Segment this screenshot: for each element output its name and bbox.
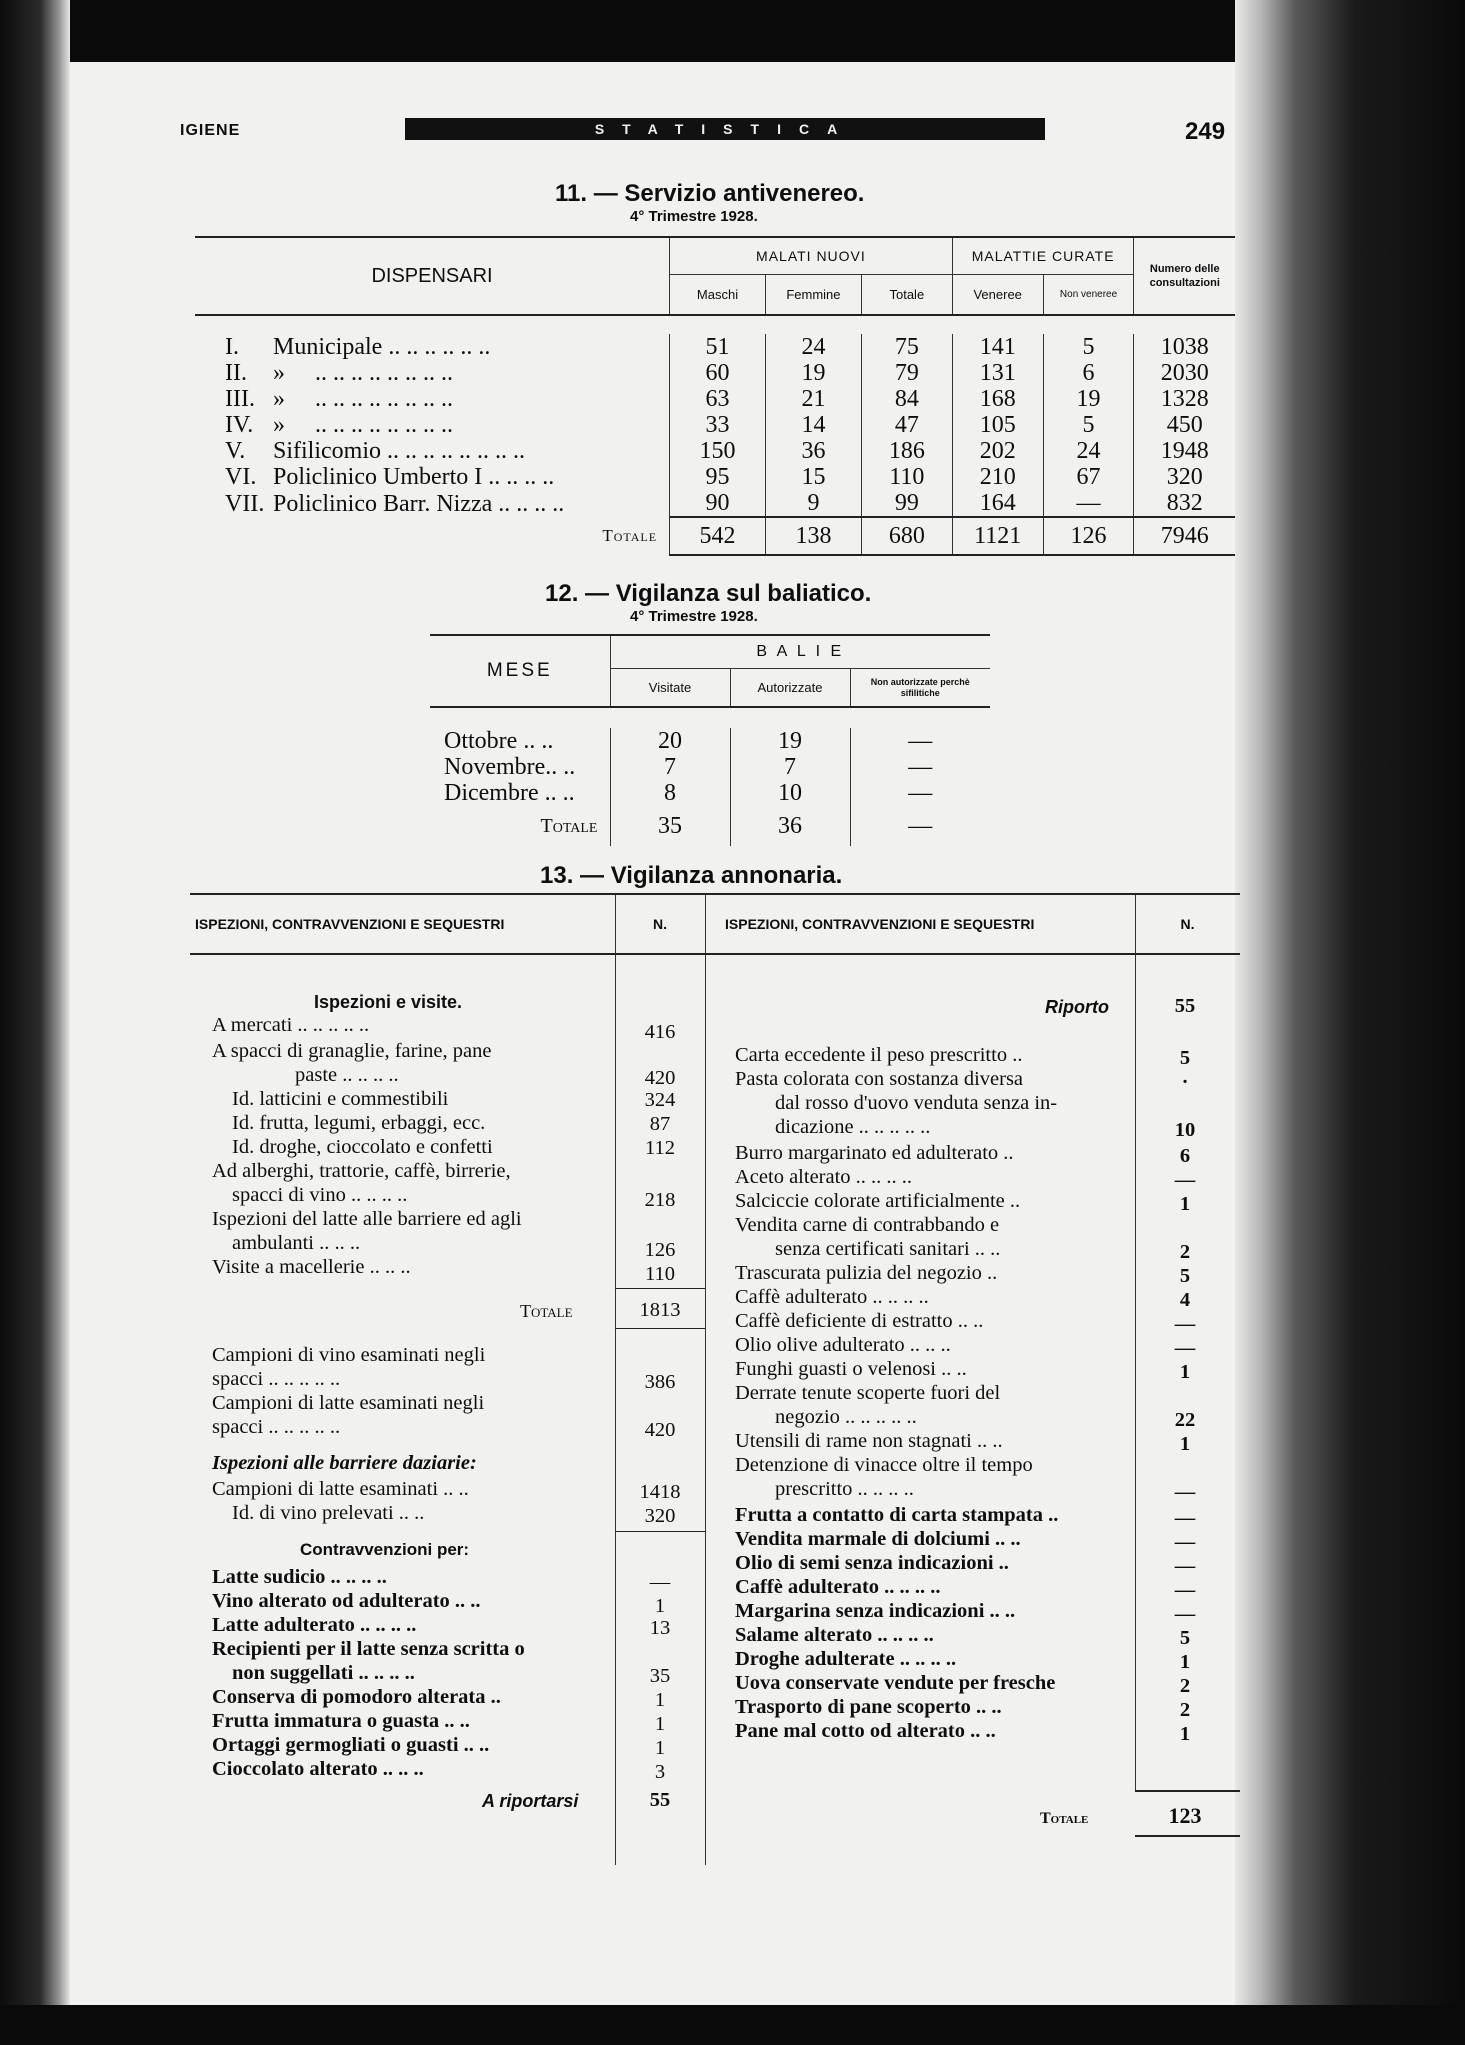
running-head-band: STATISTICA [405,118,1045,140]
row-latte-1: Ispezioni del latte alle barriere ed agli [212,1208,522,1230]
n-c7: 1 [654,1737,666,1759]
right-item-text: Aceto alterato .. .. .. .. [735,1166,913,1188]
divider [1135,1790,1240,1792]
row-camp-latte-1: Campioni di latte esaminati negli [212,1392,485,1414]
right-item-n: — [1174,1169,1196,1191]
row-name: Sifilicomio [273,438,381,464]
right-item-text: Salame alterato .. .. .. .. [735,1624,934,1646]
table-row: VI. Policlinico Umberto I .. .. .. .. 95 15 110 210 67 320 [195,464,1235,490]
scan-right-border [1235,0,1465,2045]
row-alberghi-1: Ad alberghi, trattorie, caffè, birrerie, [212,1160,511,1182]
right-item-n: — [1174,1603,1196,1625]
table-row: Novembre.. .. 7 7 — [430,754,990,780]
right-item-n: — [1174,1313,1196,1335]
row-droghe: Id. droghe, cioccolato e confetti [232,1136,493,1158]
barriere-heading: Ispezioni alle barriere daziarie: [212,1452,477,1474]
right-item-text: Margarina senza indicazioni .. .. [735,1600,1016,1622]
total-row [430,806,990,846]
header-mese: MESE [430,635,610,707]
cell-non-veneree: 24 [1043,438,1134,464]
row-spacci-2: paste .. .. .. .. [295,1064,399,1086]
total-veneree: 1121 [952,517,1043,555]
total-totale: 680 [861,517,952,555]
right-item-text: dicazione .. .. .. .. .. [775,1116,931,1138]
n-barr-latte: 1418 [639,1481,681,1503]
right-item-text: Pasta colorata con sostanza diversa [735,1068,1024,1090]
right-item-text: Funghi guasti o velenosi .. .. [735,1358,967,1380]
table-row: I. Municipale .. .. .. .. .. .. 51 24 75 141 5 1038 [195,334,1235,360]
total-consultazioni: 7946 [1134,517,1235,555]
cell-maschi: 60 [670,360,766,386]
right-item-text: senza certificati sanitari .. .. [775,1238,1001,1260]
header-balie: B A L I E [610,635,990,669]
n-left-total: 1813 [639,1299,681,1321]
divider [1135,1835,1240,1837]
n-a-riportarsi: 55 [649,1789,671,1811]
cell-maschi: 150 [670,438,766,464]
right-item-text: prescritto .. .. .. .. [775,1478,914,1500]
right-column-header: ISPEZIONI, CONTRAVVENZIONI E SEQUESTRI [705,895,1135,955]
cell-non-autorizzate: — [850,780,990,806]
cell-femmine: 19 [765,360,861,386]
row-latte-2: ambulanti .. .. .. [232,1232,361,1254]
n-droghe: 112 [645,1137,675,1159]
header-malati-nuovi: MALATI NUOVI [670,237,953,275]
total-non-autorizzate: — [850,806,990,846]
cell-totale: 99 [861,490,952,517]
total-maschi: 542 [670,517,766,555]
n-c5: 1 [654,1689,666,1711]
row-c4-1: Recipienti per il latte senza scritta o [212,1638,525,1660]
right-item-text: Caffè adulterato .. .. .. .. [735,1286,929,1308]
total-label: Totale [540,814,598,837]
n-frutta: 87 [649,1113,671,1135]
right-item-text: Salciccie colorate artificialmente .. [735,1190,1021,1212]
right-item-text: negozio .. .. .. .. .. [775,1406,917,1428]
row-camp-latte-2: spacci .. .. .. .. .. [212,1416,341,1438]
right-item-text: Detenzione di vinacce oltre il tempo [735,1454,1033,1476]
n-alberghi: 218 [644,1189,676,1211]
row-number: VII. [225,490,265,517]
total-femmine: 138 [765,517,861,555]
cell-non-autorizzate: — [850,754,990,780]
right-item-text: Pane mal cotto od alterato .. .. [735,1720,996,1742]
cell-non-autorizzate: — [850,728,990,754]
n-c8: 3 [654,1761,666,1783]
right-item-n: 1 [1179,1361,1191,1383]
row-c8: Cioccolato alterato .. .. .. [212,1758,424,1780]
table-row: III. » .. .. .. .. .. .. .. .. 63 21 84 168 19 1328 [195,386,1235,412]
n-c2: 1 [654,1595,666,1617]
row-mercati: A mercati .. .. .. .. .. [212,1014,370,1036]
table-row: Ottobre .. .. 20 19 — [430,728,990,754]
cell-maschi: 63 [670,386,766,412]
right-item-n: · [1181,1071,1189,1093]
column-divider [1135,895,1136,1790]
header-visitate: Visitate [610,669,730,708]
header-totale: Totale [861,275,952,315]
right-item-text: Vendita marmale di dolciumi .. .. [735,1528,1021,1550]
n-latte: 126 [644,1239,676,1261]
divider [615,1328,705,1329]
total-non-veneree: 126 [1043,517,1134,555]
total-autorizzate: 36 [730,806,850,846]
cell-visitate: 20 [610,728,730,754]
cell-veneree: 168 [952,386,1043,412]
right-item-text: Olio olive adulterato .. .. .. [735,1334,951,1356]
total-row [195,517,1235,555]
cell-femmine: 14 [765,412,861,438]
right-item-n: 5 [1179,1047,1191,1069]
cell-veneree: 141 [952,334,1043,360]
cell-veneree: 202 [952,438,1043,464]
row-frutta: Id. frutta, legumi, erbaggi, ecc. [232,1112,486,1134]
n-barr-vino: 320 [644,1505,676,1527]
antivenereo-table [195,236,1235,556]
right-item-n: 5 [1179,1627,1191,1649]
left-total-label: Totale [520,1301,573,1321]
cell-totale: 84 [861,386,952,412]
cell-non-veneree: 67 [1043,464,1134,490]
row-name: » [273,360,285,386]
header-numero-consultazioni: Numero delle consultazioni [1134,237,1235,315]
right-n-header: N. [1135,895,1240,955]
annonaria-table [190,893,1240,1865]
row-number: III. [225,386,255,412]
header-non-autorizzate: Non autorizzate perchè sifilitiche [850,669,990,708]
row-c2: Vino alterato od adulterato .. .. [212,1590,481,1612]
row-name: » [273,412,285,438]
row-camp-vino-2: spacci .. .. .. .. .. [212,1368,341,1390]
n-macellerie: 110 [645,1263,675,1285]
header-non-veneree: Non veneree [1043,275,1134,315]
right-item-text: Vendita carne di contrabbando e [735,1214,1000,1236]
row-barr-vino: Id. di vino prelevati .. .. [232,1502,425,1524]
header-femmine: Femmine [765,275,861,315]
right-item-n: 6 [1179,1145,1191,1167]
cell-totale: 186 [861,438,952,464]
right-item-text: Caffè adulterato .. .. .. .. [735,1576,941,1598]
cell-totale: 110 [861,464,952,490]
cell-consultazioni: 1328 [1134,386,1235,412]
cell-maschi: 51 [670,334,766,360]
row-mese: Dicembre [444,780,539,806]
cell-veneree: 210 [952,464,1043,490]
right-item-n: 22 [1174,1409,1196,1431]
right-item-text: dal rosso d'uovo venduta senza in- [775,1092,1058,1114]
n-spacci: 420 [644,1067,676,1089]
right-item-n: — [1174,1507,1196,1529]
cell-maschi: 33 [670,412,766,438]
right-item-n: — [1174,1555,1196,1577]
n-right-total: 123 [1168,1803,1202,1828]
table-row: II. » .. .. .. .. .. .. .. .. 60 19 79 131 6 2030 [195,360,1235,386]
right-item-n: 1 [1179,1433,1191,1455]
a-riportarsi-label: A riportarsi [482,1791,579,1811]
table2-subtitle: 4° Trimestre 1928. [630,608,758,625]
row-mese: Novembre [444,754,546,780]
right-item-text: Burro margarinato ed adulterato .. [735,1142,1014,1164]
right-item-n: 2 [1179,1241,1191,1263]
right-item-text: Carta eccedente il peso prescritto .. [735,1044,1023,1066]
table1-subtitle: 4° Trimestre 1928. [630,208,758,225]
cell-veneree: 105 [952,412,1043,438]
right-item-n: 10 [1174,1119,1196,1141]
cell-visitate: 8 [610,780,730,806]
row-c1: Latte sudicio .. .. .. .. [212,1566,387,1588]
right-item-text: Caffè deficiente di estratto .. .. [735,1310,984,1332]
ispezioni-heading: Ispezioni e visite. [314,992,463,1012]
cell-non-veneree: — [1043,490,1134,517]
cell-autorizzate: 10 [730,780,850,806]
row-mese: Ottobre [444,728,518,754]
cell-veneree: 131 [952,360,1043,386]
right-item-n: — [1174,1531,1196,1553]
row-camp-vino-1: Campioni di vino esaminati negli [212,1344,486,1366]
row-number: I. [225,334,239,360]
right-item-n: 4 [1179,1289,1191,1311]
cell-maschi: 95 [670,464,766,490]
running-head-left: IGIENE [180,122,241,139]
cell-consultazioni: 2030 [1134,360,1235,386]
cell-visitate: 7 [610,754,730,780]
table-row: V. Sifilicomio .. .. .. .. .. .. .. .. 150 36 186 202 24 1948 [195,438,1235,464]
cell-totale: 79 [861,360,952,386]
cell-non-veneree: 5 [1043,412,1134,438]
cell-consultazioni: 832 [1134,490,1235,517]
right-item-n: — [1174,1579,1196,1601]
cell-consultazioni: 1948 [1134,438,1235,464]
row-name: » [273,386,285,412]
divider [615,1288,705,1289]
cell-autorizzate: 19 [730,728,850,754]
table1-title: 11. — Servizio antivenereo. [555,180,865,207]
header-dispensari: DISPENSARI [195,237,670,315]
row-number: V. [225,438,246,464]
cell-non-veneree: 19 [1043,386,1134,412]
cell-veneree: 164 [952,490,1043,517]
n-riporto: 55 [1174,995,1196,1017]
cell-consultazioni: 450 [1134,412,1235,438]
cell-non-veneree: 6 [1043,360,1134,386]
page-number: 249 [1185,118,1226,145]
n-c4: 35 [649,1665,671,1687]
right-item-n: 1 [1179,1193,1191,1215]
right-item-n: 5 [1179,1265,1191,1287]
right-item-text: Derrate tenute scoperte fuori del [735,1382,1001,1404]
cell-femmine: 21 [765,386,861,412]
cell-maschi: 90 [670,490,766,517]
right-item-n: — [1174,1481,1196,1503]
contrav-heading: Contravvenzioni per: [300,1540,470,1559]
right-total-label: Totale [1040,1810,1089,1827]
table-row: Dicembre .. .. 8 10 — [430,780,990,806]
n-latticini: 324 [644,1089,676,1111]
row-number: IV. [225,412,254,438]
column-divider [615,895,616,1865]
left-column-header: ISPEZIONI, CONTRAVVENZIONI E SEQUESTRI [190,895,615,955]
row-spacci-1: A spacci di granaglie, farine, pane [212,1040,492,1062]
row-barr-latte: Campioni di latte esaminati .. .. [212,1478,469,1500]
cell-totale: 75 [861,334,952,360]
total-label: Totale [602,526,658,545]
row-name: Municipale [273,334,383,360]
right-item-n: — [1174,1337,1196,1359]
row-name: Policlinico Barr. Nizza [273,490,493,517]
n-c3: 13 [649,1617,671,1639]
cell-femmine: 15 [765,464,861,490]
right-item-n: 2 [1179,1699,1191,1721]
cell-consultazioni: 320 [1134,464,1235,490]
cell-femmine: 24 [765,334,861,360]
cell-autorizzate: 7 [730,754,850,780]
row-c3: Latte adulterato .. .. .. .. [212,1614,417,1636]
n-c6: 1 [654,1713,666,1735]
right-item-text: Uova conservate vendute per fresche [735,1672,1056,1694]
total-visitate: 35 [610,806,730,846]
cell-totale: 47 [861,412,952,438]
table3-title: 13. — Vigilanza annonaria. [540,862,843,889]
row-c4-2: non suggellati .. .. .. .. [232,1662,415,1684]
right-item-n: 1 [1179,1723,1191,1745]
n-camp-vino: 386 [644,1371,676,1393]
right-item-text: Utensili di rame non stagnati .. .. [735,1430,1003,1452]
right-item-text: Olio di semi senza indicazioni .. [735,1552,1009,1574]
header-maschi: Maschi [670,275,766,315]
header-veneree: Veneree [952,275,1043,315]
row-c7: Ortaggi germogliati o guasti .. .. [212,1734,490,1756]
table-row: VII. Policlinico Barr. Nizza .. .. .. .. 90 9 99 164 — 832 [195,490,1235,517]
baliatico-table [430,634,990,846]
left-n-header: N. [615,895,705,955]
row-macellerie: Visite a macellerie .. .. .. [212,1256,411,1278]
right-item-text: Trascurata pulizia del negozio .. [735,1262,998,1284]
cell-femmine: 36 [765,438,861,464]
header-autorizzate: Autorizzate [730,669,850,708]
n-c1: — [649,1571,671,1593]
table-row: IV. » .. .. .. .. .. .. .. .. 33 14 47 105 5 450 [195,412,1235,438]
table2-title: 12. — Vigilanza sul baliatico. [545,580,872,607]
header-malattie-curate: MALATTIE CURATE [952,237,1134,275]
row-c5: Conserva di pomodoro alterata .. [212,1686,501,1708]
n-camp-latte: 420 [644,1419,676,1441]
right-item-text: Droghe adulterate .. .. .. .. [735,1648,957,1670]
row-c6: Frutta immatura o guasta .. .. [212,1710,470,1732]
column-divider [705,895,706,1865]
divider [615,1531,705,1532]
cell-consultazioni: 1038 [1134,334,1235,360]
cell-femmine: 9 [765,490,861,517]
cell-non-veneree: 5 [1043,334,1134,360]
right-item-n: 1 [1179,1651,1191,1673]
scan-left-border [0,0,70,2045]
right-item-n: 2 [1179,1675,1191,1697]
row-name: Policlinico Umberto I [273,464,483,490]
right-item-text: Frutta a contatto di carta stampata .. [735,1504,1059,1526]
row-latticini: Id. latticini e commestibili [232,1088,449,1110]
riporto-label: Riporto [1045,997,1109,1017]
n-mercati: 416 [644,1021,676,1043]
row-number: II. [225,360,247,386]
row-alberghi-2: spacci di vino .. .. .. .. [232,1184,408,1206]
scan-bottom-border [0,2005,1465,2045]
row-number: VI. [225,464,257,490]
right-item-text: Trasporto di pane scoperto .. .. [735,1696,1002,1718]
